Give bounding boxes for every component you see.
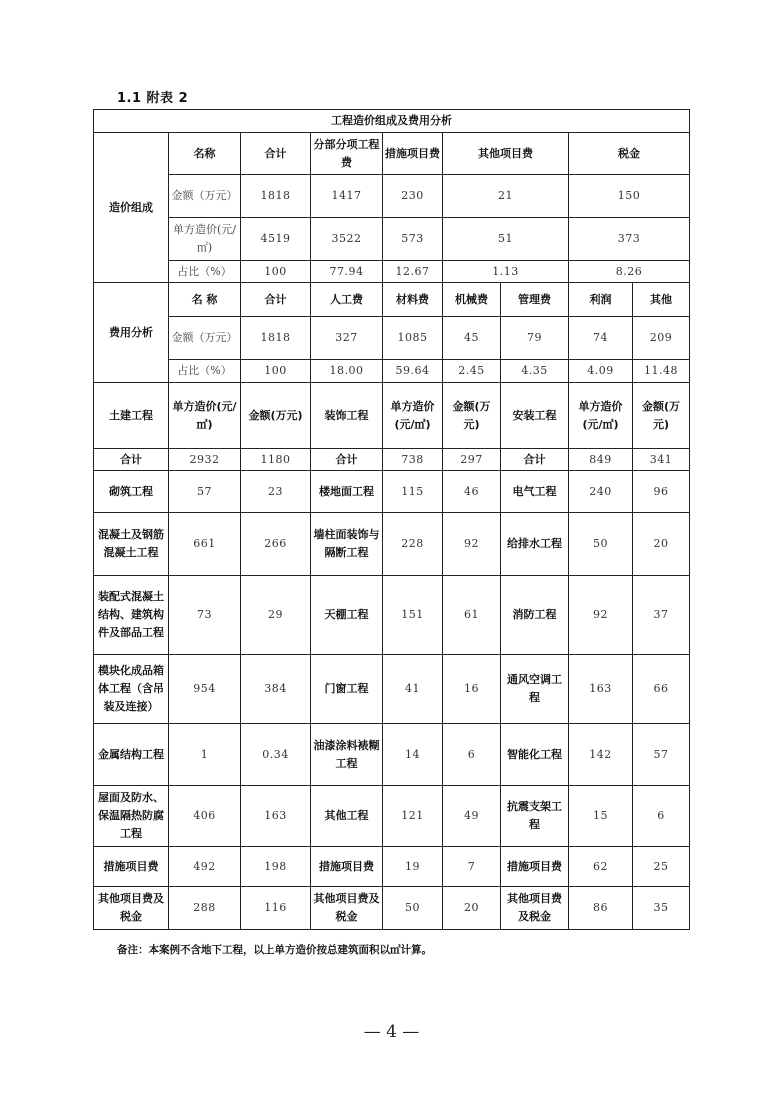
breakdown-row (94, 471, 690, 513)
table-title-row (94, 110, 690, 133)
value-cell: 327 (311, 317, 383, 360)
value-cell: 37 (633, 576, 690, 655)
value-cell: 151 (383, 576, 443, 655)
value-cell: 25 (633, 847, 690, 887)
item-name: 装配式混凝土结构、建筑构件及部品工程 (94, 576, 169, 655)
header-cell: 合计 (241, 133, 311, 175)
value-cell: 849 (569, 449, 633, 471)
value-cell: 661 (169, 513, 241, 576)
value-cell: 1180 (241, 449, 311, 471)
item-name: 楼地面工程 (311, 471, 383, 513)
header-cell: 管理费 (501, 283, 569, 317)
fee-analysis-row (94, 360, 690, 383)
table-title: 工程造价组成及费用分析 (94, 110, 690, 133)
item-name: 砌筑工程 (94, 471, 169, 513)
value-cell: 1818 (241, 175, 311, 218)
breakdown-row (94, 887, 690, 930)
appendix-heading: 1.1 附表 2 (117, 91, 189, 106)
value-cell: 100 (241, 360, 311, 383)
value-cell: 16 (443, 655, 501, 724)
value-cell: 116 (241, 887, 311, 930)
cost-comp-row (94, 261, 690, 283)
item-name: 抗震支架工程 (501, 786, 569, 847)
value-cell: 18.00 (311, 360, 383, 383)
item-name: 金属结构工程 (94, 724, 169, 786)
value-cell: 61 (443, 576, 501, 655)
item-name: 模块化成品箱体工程（含吊装及连接） (94, 655, 169, 724)
header-cell: 人工费 (311, 283, 383, 317)
value-cell: 11.48 (633, 360, 690, 383)
value-cell: 51 (443, 218, 569, 261)
value-cell: 49 (443, 786, 501, 847)
value-cell: 8.26 (569, 261, 690, 283)
header-cell: 其他项目费 (443, 133, 569, 175)
value-cell: 240 (569, 471, 633, 513)
value-cell: 4.35 (501, 360, 569, 383)
value-cell: 96 (633, 471, 690, 513)
value-cell: 14 (383, 724, 443, 786)
value-cell: 23 (241, 471, 311, 513)
value-cell: 15 (569, 786, 633, 847)
value-cell: 74 (569, 317, 633, 360)
value-cell: 163 (569, 655, 633, 724)
value-cell: 738 (383, 449, 443, 471)
value-cell: 45 (443, 317, 501, 360)
header-cell: 安装工程 (501, 383, 569, 449)
item-name: 措施项目费 (501, 847, 569, 887)
value-cell: 1 (169, 724, 241, 786)
value-cell: 228 (383, 513, 443, 576)
value-cell: 2.45 (443, 360, 501, 383)
header-cell: 单方造价(元/㎡) (169, 383, 241, 449)
row-name: 金额（万元） (169, 317, 241, 360)
row-name: 单方造价(元/㎡) (169, 218, 241, 261)
cost-comp-header-row (94, 133, 690, 175)
header-cell: 分部分项工程费 (311, 133, 383, 175)
value-cell: 92 (569, 576, 633, 655)
breakdown-row (94, 655, 690, 724)
breakdown-row (94, 724, 690, 786)
fee-analysis-label: 费用分析 (94, 283, 169, 383)
value-cell: 121 (383, 786, 443, 847)
value-cell: 41 (383, 655, 443, 724)
value-cell: 1.13 (443, 261, 569, 283)
value-cell: 6 (633, 786, 690, 847)
row-name: 金额（万元） (169, 175, 241, 218)
value-cell: 46 (443, 471, 501, 513)
value-cell: 288 (169, 887, 241, 930)
value-cell: 29 (241, 576, 311, 655)
value-cell: 57 (169, 471, 241, 513)
header-cell: 利润 (569, 283, 633, 317)
header-cell: 其他 (633, 283, 690, 317)
value-cell: 1417 (311, 175, 383, 218)
breakdown-row (94, 847, 690, 887)
item-name: 其他项目费及税金 (94, 887, 169, 930)
value-cell: 35 (633, 887, 690, 930)
item-name: 合计 (311, 449, 383, 471)
header-cell: 材料费 (383, 283, 443, 317)
item-name: 给排水工程 (501, 513, 569, 576)
value-cell: 3522 (311, 218, 383, 261)
header-cell: 土建工程 (94, 383, 169, 449)
value-cell: 341 (633, 449, 690, 471)
value-cell: 100 (241, 261, 311, 283)
item-name: 合计 (94, 449, 169, 471)
item-name: 措施项目费 (311, 847, 383, 887)
value-cell: 1085 (383, 317, 443, 360)
item-name: 门窗工程 (311, 655, 383, 724)
value-cell: 50 (569, 513, 633, 576)
value-cell: 0.34 (241, 724, 311, 786)
item-name: 措施项目费 (94, 847, 169, 887)
header-cell: 金额(万元) (633, 383, 690, 449)
item-name: 其他工程 (311, 786, 383, 847)
value-cell: 266 (241, 513, 311, 576)
item-name: 消防工程 (501, 576, 569, 655)
value-cell: 2932 (169, 449, 241, 471)
page-number: — 4 — (363, 1022, 420, 1042)
value-cell: 73 (169, 576, 241, 655)
cost-comp-label: 造价组成 (94, 133, 169, 283)
value-cell: 573 (383, 218, 443, 261)
fee-analysis-row (94, 317, 690, 360)
value-cell: 66 (633, 655, 690, 724)
item-name: 通风空调工程 (501, 655, 569, 724)
value-cell: 406 (169, 786, 241, 847)
value-cell: 373 (569, 218, 690, 261)
value-cell: 1818 (241, 317, 311, 360)
row-name: 占比（%） (169, 360, 241, 383)
header-cell: 名 称 (169, 283, 241, 317)
value-cell: 142 (569, 724, 633, 786)
value-cell: 209 (633, 317, 690, 360)
value-cell: 4519 (241, 218, 311, 261)
value-cell: 19 (383, 847, 443, 887)
value-cell: 297 (443, 449, 501, 471)
breakdown-row (94, 576, 690, 655)
value-cell: 230 (383, 175, 443, 218)
item-name: 屋面及防水、保温隔热防腐工程 (94, 786, 169, 847)
footnote: 备注：本案例不含地下工程，以上单方造价按总建筑面积以㎡计算。 (117, 944, 432, 956)
breakdown-row (94, 786, 690, 847)
value-cell: 115 (383, 471, 443, 513)
value-cell: 7 (443, 847, 501, 887)
breakdown-row (94, 513, 690, 576)
item-name: 其他项目费及税金 (311, 887, 383, 930)
value-cell: 20 (443, 887, 501, 930)
item-name: 其他项目费及税金 (501, 887, 569, 930)
item-name: 智能化工程 (501, 724, 569, 786)
breakdown-row (94, 449, 690, 471)
item-name: 天棚工程 (311, 576, 383, 655)
cost-comp-row (94, 175, 690, 218)
header-cell: 单方造价(元/㎡) (569, 383, 633, 449)
cost-comp-row (94, 218, 690, 261)
header-cell: 金额(万元) (443, 383, 501, 449)
item-name: 合计 (501, 449, 569, 471)
value-cell: 198 (241, 847, 311, 887)
value-cell: 79 (501, 317, 569, 360)
item-name: 电气工程 (501, 471, 569, 513)
value-cell: 163 (241, 786, 311, 847)
value-cell: 21 (443, 175, 569, 218)
value-cell: 62 (569, 847, 633, 887)
fee-analysis-header-row (94, 283, 690, 317)
value-cell: 86 (569, 887, 633, 930)
value-cell: 492 (169, 847, 241, 887)
header-cell: 税金 (569, 133, 690, 175)
header-cell: 装饰工程 (311, 383, 383, 449)
item-name: 油漆涂料裱糊工程 (311, 724, 383, 786)
header-cell: 措施项目费 (383, 133, 443, 175)
header-cell: 机械费 (443, 283, 501, 317)
value-cell: 6 (443, 724, 501, 786)
value-cell: 4.09 (569, 360, 633, 383)
cost-analysis-table (93, 109, 690, 930)
item-name: 混凝土及钢筋混凝土工程 (94, 513, 169, 576)
value-cell: 92 (443, 513, 501, 576)
header-cell: 金额(万元) (241, 383, 311, 449)
value-cell: 50 (383, 887, 443, 930)
value-cell: 20 (633, 513, 690, 576)
item-name: 墙柱面装饰与隔断工程 (311, 513, 383, 576)
value-cell: 12.67 (383, 261, 443, 283)
header-cell: 名称 (169, 133, 241, 175)
header-cell: 合计 (241, 283, 311, 317)
value-cell: 150 (569, 175, 690, 218)
header-cell: 单方造价(元/㎡) (383, 383, 443, 449)
row-name: 占比（%） (169, 261, 241, 283)
value-cell: 77.94 (311, 261, 383, 283)
value-cell: 384 (241, 655, 311, 724)
value-cell: 954 (169, 655, 241, 724)
breakdown-header-row (94, 383, 690, 449)
value-cell: 59.64 (383, 360, 443, 383)
value-cell: 57 (633, 724, 690, 786)
